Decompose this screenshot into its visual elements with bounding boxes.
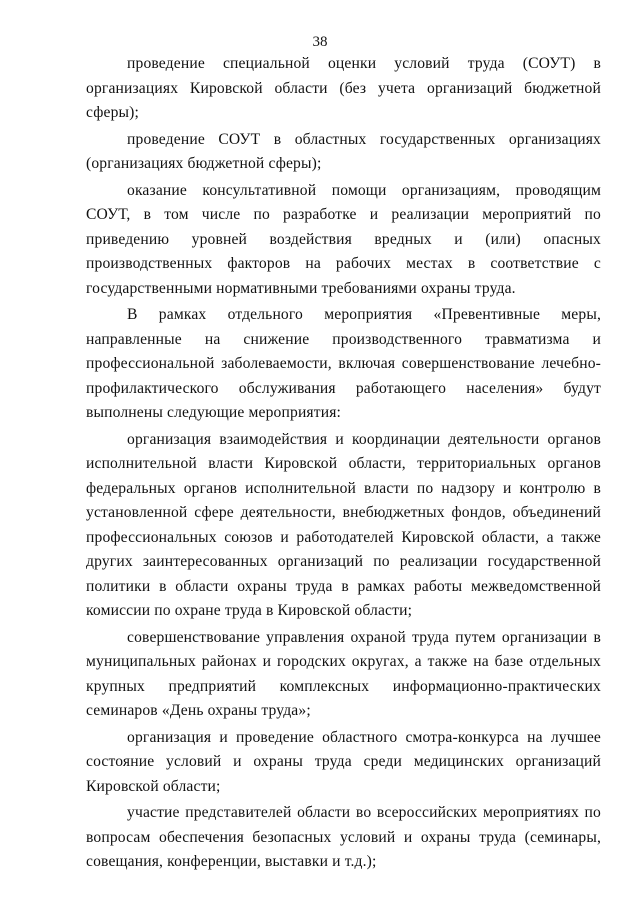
paragraph-regional-contest: организация и проведение областного смотра-конкурса на лучшее состояние условий и охраны труда среди медицинских организаций Кировской области;	[86, 728, 601, 795]
document-body	[86, 52, 601, 875]
paragraph-management-improvement: совершенствование управления охраной труда путем организации в муниципальных районах и городских округах, а также на базе отдельных крупных предприятий комплексных информационно-практических семинаров «День охраны труда»;	[86, 628, 601, 719]
paragraph-interaction-coordination: организация взаимодействия и координации деятельности органов исполнительной власти Кировской области, территориальных органов федеральных органов исполнительной власти по надзору и контролю в установленной сфере деятельности, внебюджетных фондов, объединений профессиональных союзов и работодателей Кировской области, а также других заинтересованных организаций по реализации государственной политики в области охраны труда в рамках работы межведомственной комиссии по охране труда в Кировской области;	[86, 430, 601, 619]
page-number: 38	[312, 34, 328, 50]
paragraph-sout-organizations: проведение специальной оценки условий труда (СОУТ) в организациях Кировской области (без учета организаций бюджетной сферы);	[86, 55, 601, 121]
paragraph-all-russian-events: участие представителей области во всероссийских мероприятиях по вопросам обеспечения безопасных условий и охраны труда (семинары, совещания, конференции, выставки и т.д.);	[86, 804, 601, 870]
paragraph-preventive-measures-intro: В рамках отдельного мероприятия «Превентивные меры, направленные на снижение производственного травматизма и профессиональной заболеваемости, включая совершенствование лечебно-профилактического обслуживания работающего населения» будут выполнены следующие мероприятия:	[86, 306, 601, 421]
paragraph-consultative-assistance: оказание консультативной помощи организациям, проводящим СОУТ, в том числе по разработке и реализации мероприятий по приведению уровней воздействия вредных и (или) опасных производственных факторов на рабочих местах в соответствие с государственными нормативными требованиями охраны труда.	[86, 181, 601, 297]
paragraph-sout-budget-organizations: проведение СОУТ в областных государственных организациях (организациях бюджетной сферы);	[86, 130, 601, 172]
